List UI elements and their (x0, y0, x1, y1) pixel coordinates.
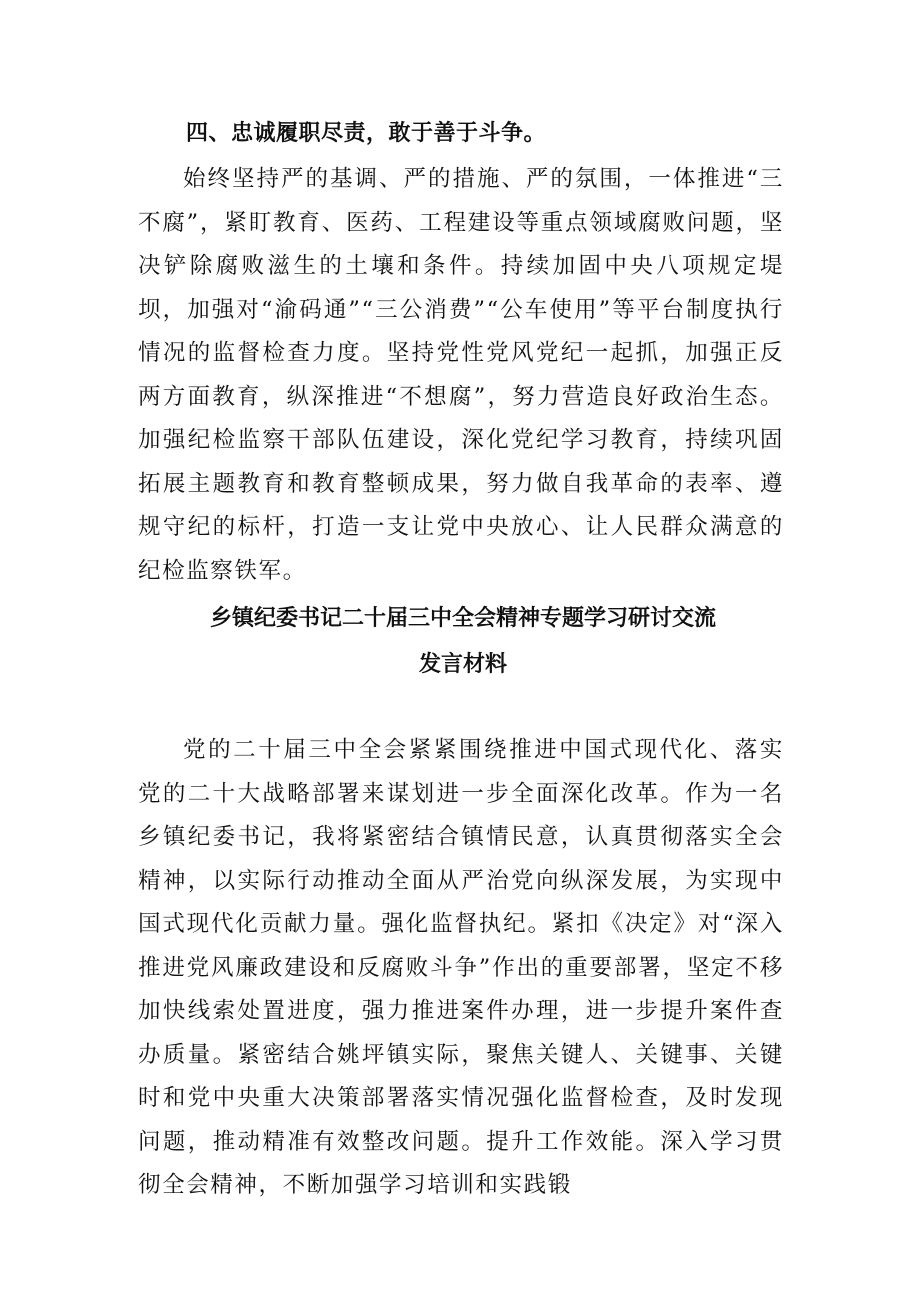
section-heading: 四、忠诚履职尽责，敢于善于斗争。 (186, 121, 547, 146)
document-paragraph: 党的二十届三中全会紧紧围绕推进中国式现代化、落实党的二十大战略部署来谋划进一步全面深化改革。作为一名乡镇纪委书记，我将紧密结合镇情民意，认真贯彻落实全会精神，以实际行动推动全面从严治党向纵深发展，为实现中国式现代化贡献力量。强化监督执纪。紧扣《决定》对“深入推进党风廉政建设和反腐败斗争”作出的重要部署，坚定不移加快线索处置进度，强力推进案件办理，进一步提升案件查办质量。紧密结合姚坪镇实际，聚焦关键人、关键事、关键时和党中央重大决策部署落实情况强化监督检查，及时发现问题，推动精准有效整改问题。提升工作效能。深入学习贯彻全会精神，不断加强学习培训和实践锻 (138, 737, 784, 1198)
document-title (140, 600, 786, 684)
section-paragraph: 始终坚持严的基调、严的措施、严的氛围，一体推进“三不腐”，紧盯教育、医药、工程建设等重点领域腐败问题，坚决铲除腐败滋生的土壤和条件。持续加固中央八项规定堤坝，加强对“渝码通”“三公消费”“公车使用”等平台制度执行情况的监督检查力度。坚持党性党风党纪一起抓，加强正反两方面教育，纵深推进“不想腐”，努力营造良好政治生态。加强纪检监察干部队伍建设，深化党纪学习教育，持续巩固拓展主题教育和教育整顿成果，努力做自我革命的表率、遵规守纪的标杆，打造一支让党中央放心、让人民群众满意的纪检监察铁军。 (138, 166, 784, 584)
document-title-line-1: 乡镇纪委书记二十届三中全会精神专题学习研讨交流 (209, 606, 716, 631)
document-title-line-2: 发言材料 (418, 652, 507, 677)
